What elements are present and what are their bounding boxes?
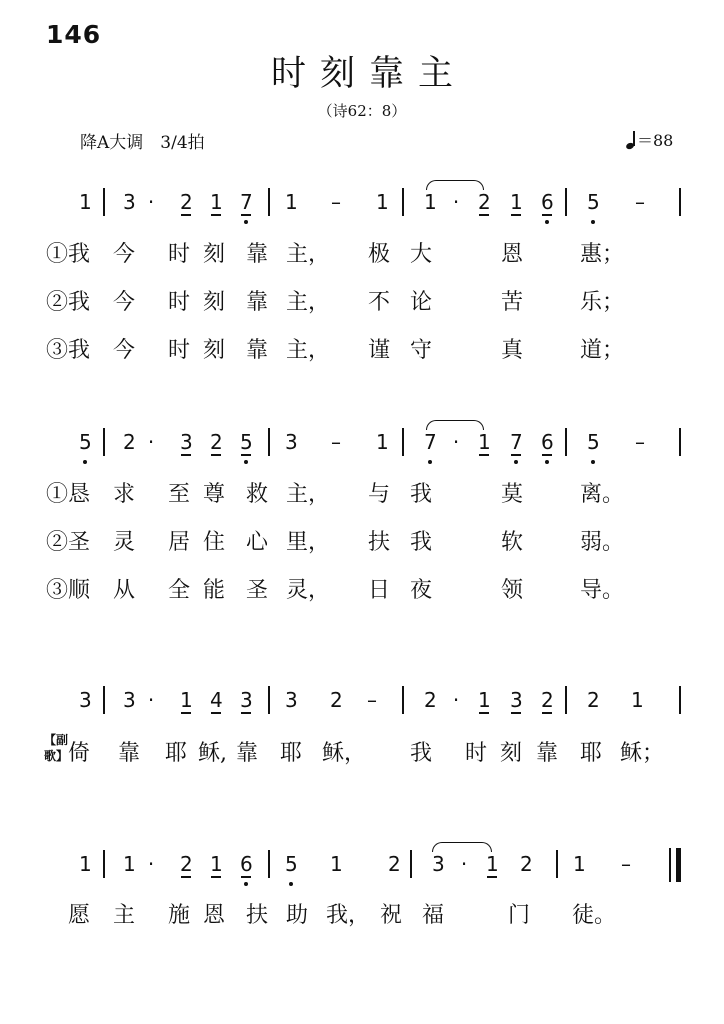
note: 2 [520,852,533,876]
low-octave-dot [514,460,518,464]
tempo-value: ＝88 [637,131,674,150]
barline [103,428,105,456]
hymn-number: 146 [46,20,102,49]
lyric-syllable: 心 [246,530,269,555]
low-octave-dot [244,220,248,224]
tie-arc [426,420,484,430]
note: 2 [388,852,401,876]
note: 2 [180,190,193,214]
barline [410,850,412,878]
lyric-syllable: 论 [410,290,433,315]
lyric-syllable: 圣 [246,578,269,603]
note: 5 [587,432,599,452]
note: 3 [285,430,298,454]
lyric-syllable: 住 [203,530,226,555]
lyric-syllable: 时 [168,338,191,363]
note: 3 [285,688,298,712]
lyric-syllable: 恩 [203,903,226,928]
lyric-syllable: ①恳 [46,482,91,507]
barline [268,850,270,878]
underline-beam [511,214,521,216]
barline [103,850,105,878]
note: 3 [240,688,253,712]
lyric-syllable: 时 [465,741,488,766]
underline-beam [211,876,221,878]
lyric-syllable: 惠； [580,242,625,267]
barline [565,428,567,456]
barline [565,188,567,216]
final-barline-thick [676,848,681,882]
lyric-syllable: 靠 [536,741,559,766]
lyric-syllable: 刻 [203,242,226,267]
note: 1 [631,688,644,712]
lyric-syllable: 今 [113,242,136,267]
lyric-syllable: 离。 [580,482,625,507]
underline-beam [479,214,489,216]
note: 1 [424,190,437,214]
lyric-syllable: 耶 [580,741,603,766]
lyric-syllable: 我 [410,482,433,507]
barline [556,850,558,878]
note: 6 [541,192,553,212]
note: 1 [285,190,298,214]
lyric-syllable: 道； [580,338,625,363]
note: 2 [123,430,136,454]
lyric-syllable: 求 [113,482,136,507]
lyric-syllable: 刻 [500,741,523,766]
dot-extension: · [452,190,460,214]
lyric-syllable: 徒。 [572,903,617,928]
note: 1 [210,190,223,214]
lyric-syllable: 主， [286,290,331,315]
lyric-syllable: ③我 [46,338,91,363]
dot-extension: · [147,852,155,876]
lyric-syllable: 稣， [322,741,367,766]
hymn-title: 时刻靠主 [270,54,467,94]
underline-beam [542,454,552,456]
note: 2 [330,688,343,712]
underline-beam [542,214,552,216]
dot-extension: · [147,430,155,454]
low-octave-dot [244,882,248,886]
note: 6 [541,432,553,452]
underline-beam [487,876,497,878]
lyric-syllable: 苦 [501,290,524,315]
lyric-syllable: 主， [286,242,331,267]
lyric-syllable: 我 [410,530,433,555]
lyric-syllable: 我 [410,741,433,766]
barline [268,686,270,714]
lyric-syllable: 软 [501,530,524,555]
barline [679,686,681,714]
note: 2 [541,688,554,712]
lyric-syllable: 导。 [580,578,625,603]
underline-beam [479,712,489,714]
lyric-syllable: 靠 [236,741,259,766]
lyric-syllable: 全 [168,578,191,603]
note: 2 [210,430,223,454]
lyric-syllable: 我， [326,903,371,928]
underline-beam [181,214,191,216]
dot-extension: · [452,688,460,712]
dot-extension: · [452,430,460,454]
barline [268,428,270,456]
lyric-syllable: ③顺 [46,578,91,603]
note: 7 [510,432,522,452]
lyric-syllable: 真 [501,338,524,363]
lyric-syllable: 领 [501,578,524,603]
lyric-syllable: 耶 [280,741,303,766]
underline-beam [511,454,521,456]
barline [679,428,681,456]
lyric-syllable: 刻 [203,338,226,363]
barline [268,188,270,216]
quarter-note-icon [626,131,635,149]
lyric-syllable: 愿 [68,903,91,928]
lyric-syllable: 门 [508,903,531,928]
lyric-syllable: 灵 [113,530,136,555]
scripture-reference: （诗62：8） [317,102,407,120]
underline-beam [542,712,552,714]
note: 1 [330,852,343,876]
low-octave-dot [428,460,432,464]
note: 1 [478,688,491,712]
lyric-syllable: 扶 [246,903,269,928]
tie-arc [432,842,492,852]
lyric-syllable: 居 [168,530,191,555]
dash-extension: – [621,852,631,876]
note: 5 [79,432,91,452]
lyric-syllable: 助 [286,903,309,928]
lyric-syllable: 稣, [198,741,227,766]
lyric-syllable: 极 [368,242,391,267]
lyric-syllable: 耶 [165,741,188,766]
underline-beam [511,712,521,714]
dot-extension: · [147,688,155,712]
lyric-syllable: 刻 [203,290,226,315]
note: 5 [587,192,599,212]
lyric-syllable: 里， [286,530,331,555]
tie-arc [426,180,484,190]
note: 3 [432,852,445,876]
lyric-syllable: 扶 [368,530,391,555]
note: 3 [180,430,193,454]
dot-extension: · [460,852,468,876]
lyric-syllable: 靠 [118,741,141,766]
barline [402,188,404,216]
dash-extension: – [367,688,377,712]
final-barline-thin [669,848,671,882]
lyric-syllable: 施 [168,903,191,928]
lyric-syllable: 主， [286,338,331,363]
lyric-syllable: 时 [168,242,191,267]
note: 1 [510,190,523,214]
barline [402,686,404,714]
note: 1 [210,852,223,876]
note: 1 [573,852,586,876]
note: 3 [79,688,92,712]
note: 1 [376,430,389,454]
note: 1 [123,852,136,876]
low-octave-dot [591,460,595,464]
lyric-syllable: 靠 [246,290,269,315]
note: 1 [376,190,389,214]
lyric-syllable: 靠 [246,242,269,267]
underline-beam [479,454,489,456]
dash-extension: – [635,430,645,454]
note: 1 [478,430,491,454]
lyric-syllable: 莫 [501,482,524,507]
lyric-syllable: 福 [422,903,445,928]
chorus-marker: 【副歌】 [44,733,69,763]
lyric-syllable: ②圣 [46,530,91,555]
note: 1 [79,852,92,876]
lyric-syllable: 尊 [203,482,226,507]
note: 3 [510,688,523,712]
lyric-syllable: ①我 [46,242,91,267]
lyric-syllable: 守 [410,338,433,363]
note: 5 [285,854,297,874]
lyric-syllable: 谨 [368,338,391,363]
lyric-syllable: 从 [113,578,136,603]
lyric-syllable: 今 [113,338,136,363]
lyric-syllable: 至 [168,482,191,507]
dot-extension: · [147,190,155,214]
note: 2 [180,852,193,876]
note: 2 [424,688,437,712]
lyric-syllable: 稣； [620,741,665,766]
lyric-syllable: 救 [246,482,269,507]
barline [103,686,105,714]
lyric-syllable: 靠 [246,338,269,363]
barline [565,686,567,714]
underline-beam [211,454,221,456]
low-octave-dot [545,220,549,224]
low-octave-dot [591,220,595,224]
barline [679,188,681,216]
lyric-syllable: 倚 [68,741,91,766]
underline-beam [241,712,251,714]
low-octave-dot [289,882,293,886]
lyric-syllable: 时 [168,290,191,315]
low-octave-dot [83,460,87,464]
note: 1 [180,688,193,712]
note: 7 [424,432,436,452]
dash-extension: – [331,430,341,454]
underline-beam [181,876,191,878]
note: 4 [210,688,223,712]
lyric-syllable: 主 [113,903,136,928]
dash-extension: – [635,190,645,214]
lyric-syllable: 弱。 [580,530,625,555]
note: 1 [79,190,92,214]
lyric-syllable: 夜 [410,578,433,603]
dash-extension: – [331,190,341,214]
low-octave-dot [545,460,549,464]
tempo-marking [626,128,673,151]
note: 2 [478,190,491,214]
lyric-syllable: 恩 [501,242,524,267]
lyric-syllable: 大 [410,242,433,267]
underline-beam [241,214,251,216]
lyric-syllable: 与 [368,482,391,507]
underline-beam [181,454,191,456]
note: 1 [486,852,499,876]
underline-beam [211,712,221,714]
barline [402,428,404,456]
note: 7 [240,192,252,212]
lyric-syllable: 灵， [286,578,331,603]
lyric-syllable: 乐； [580,290,625,315]
barline [103,188,105,216]
lyric-syllable: 今 [113,290,136,315]
note: 6 [240,854,252,874]
underline-beam [241,876,251,878]
note: 5 [240,432,252,452]
lyric-syllable: 不 [368,290,391,315]
underline-beam [241,454,251,456]
lyric-syllable: 日 [368,578,391,603]
lyric-syllable: 祝 [380,903,403,928]
key-and-meter: 降A大调 3/4拍 [80,133,205,153]
note: 2 [587,688,600,712]
low-octave-dot [244,460,248,464]
lyric-syllable: 主， [286,482,331,507]
lyric-syllable: 能 [203,578,226,603]
lyric-syllable: ②我 [46,290,91,315]
note: 3 [123,688,136,712]
underline-beam [181,712,191,714]
note: 3 [123,190,136,214]
underline-beam [211,214,221,216]
